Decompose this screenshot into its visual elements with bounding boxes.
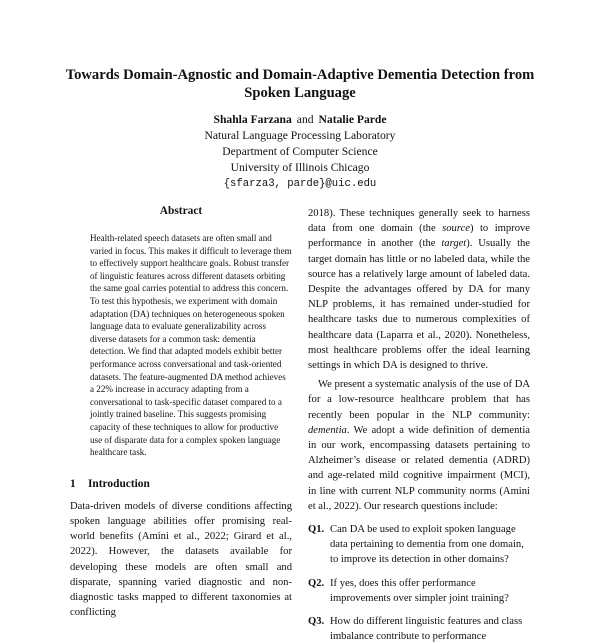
research-question-text: If yes, does this offer performance improvements over simpler joint training? [330,577,509,604]
author-block [100,112,500,192]
abstract-heading: Abstract [159,205,203,217]
text-run: 2018). These techniques generally seek to harness data from one domain (the [308,208,530,235]
emphasis-source: source [442,223,470,235]
introduction-paragraph: Data-driven models of diverse conditions affecting spoken language abilities offer promising real-world benefits (Amini et al., 2022; Girard et al., 2022). However, the datasets available for developing these models are often small and disparate, spanning varied diagnostic and non-diagnostic tasks mapped to different taxonomies at conflicting [70,500,292,619]
section-heading-introduction [70,477,292,491]
paper-title [60,66,540,102]
research-question-text: Can DA be used to exploit spoken language data pertaining to dementia from one domain, to improve its detection in other domains? [330,524,524,566]
emphasis-target: target [441,238,467,250]
research-question-label: Q1. [308,524,325,536]
text-run: We present a systematic analysis of the use of DA for a low-resource healthcare problem that has recently been popular in the NLP community: [308,379,530,421]
research-question [308,576,530,606]
text-run: ) to improve performance in another (the [308,223,530,250]
author-2: Natalie Parde [318,113,387,126]
research-question-text: How do different linguistic features and class imbalance contribute to performance [330,616,523,643]
section-title: Introduction [88,477,150,490]
affiliation-university: University of Illinois Chicago [230,161,370,174]
title-line-1: Towards Domain-Agnostic and Domain-Adaptive Dementia Detection from [65,67,535,83]
title-line-2: Spoken Language [244,85,356,101]
paragraph-domain-adaptation [308,206,530,373]
abstract-text: Health-related speech datasets are often small and varied in focus. This makes it difficult to leverage them to effectively support healthcare goals. Robust transfer of linguistic features across different datasets orbiting the same goal carries potential to address this concern. To test this hypothesis, we experiment with domain adaptation (DA) techniques on heterogeneous spoken language data to evaluate generalizability across diverse datasets for a common task: dementia detection. We find that adapted models exhibit better performance across conversational and task-oriented datasets. The feature-augmented DA method achieves a 22% increase in accuracy adapting from a conversational to task-specific dataset compared to a jointly trained baseline. This suggests promising capacity of these techniques to allow for productive use of disparate data for a complex spoken language healthcare task. [90,233,292,458]
paragraph-analysis [308,377,530,514]
affiliation-lab: Natural Language Processing Laboratory [204,129,396,142]
affiliation-department: Department of Computer Science [222,145,378,158]
text-run: ). Usually the target domain has little or no labeled data, while the source has a relatively large amount of labeled data. Despite the advantages offered by DA for many NLP problems, it has remained under-studied for healthcare tasks due to numerous complexities of healthcare data (Laparra et al., 2020). Nonetheless, most healthcare problems offer the ideal learning settings in which DA is designed to thrive. [308,238,531,372]
research-question [308,522,530,568]
emphasis-dementia: dementia [308,424,347,436]
author-email: {sfarza3, parde}@uic.edu [223,178,377,190]
author-names [100,112,500,128]
research-question-label: Q2. [308,577,325,589]
text-run: . We adopt a wide definition of dementia in our work, encompassing datasets pertaining to Alzheimer’s disease or related dementia (ADRD) and age-related mild cognitive impairment (MCI), in line with current NLP community norms (Amini et al., 2022). Our research questions include: [308,424,530,512]
author-conjunction: and [296,113,314,126]
research-question [308,614,530,644]
section-number: 1 [70,477,76,490]
right-column [308,206,530,644]
research-question-label: Q3. [308,616,325,628]
left-column [70,204,292,620]
author-1: Shahla Farzana [213,113,292,126]
